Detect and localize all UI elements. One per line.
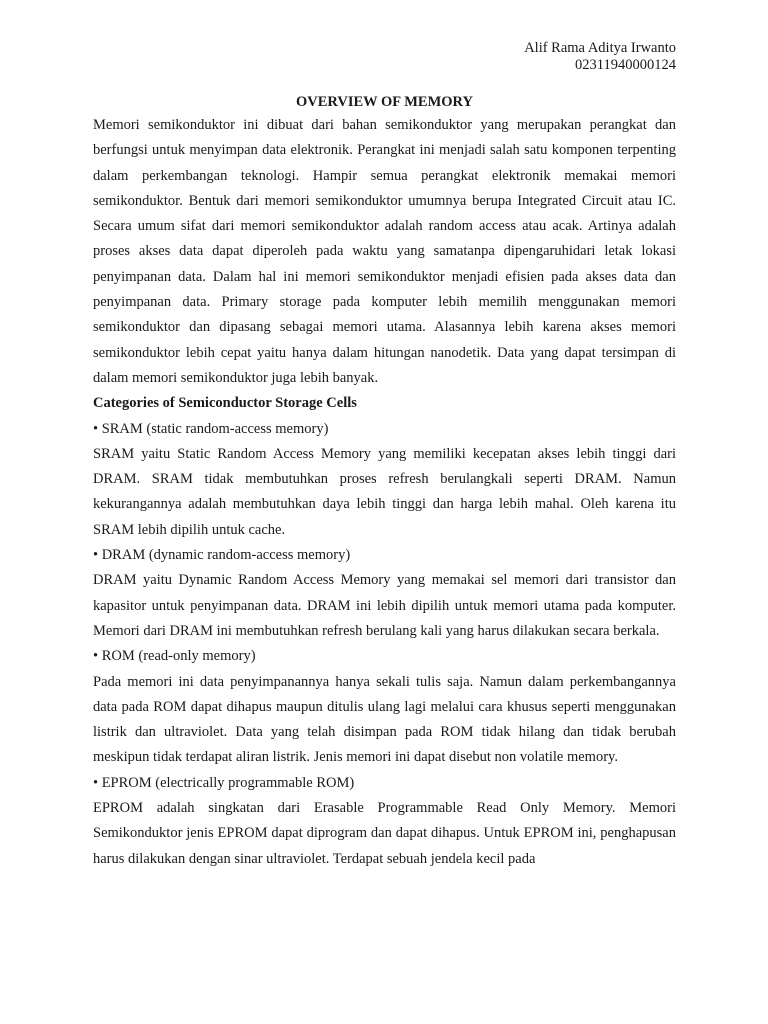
category-eprom (93, 771, 676, 872)
category-body-eprom: EPROM adalah singkatan dari Erasable Programmable Read Only Memory. Memori Semikonduktor jenis EPROM dapat diprogram dan dapat dihapus. Untuk EPROM ini, penghapusan harus dilakukan dengan sinar ultraviolet. Terdapat sebuah jendela kecil pada (93, 800, 676, 867)
category-dram (93, 543, 676, 644)
category-body-sram: SRAM yaitu Static Random Access Memory yang memiliki kecepatan akses lebih tinggi dari DRAM. SRAM tidak membutuhkan proses refresh berulangkali seperti DRAM. Namun kekurangannya adalah membutuhkan daya lebih tinggi dan harga lebih mahal. Oleh karena itu SRAM lebih dipilih untuk cache. (93, 445, 676, 538)
student-id: 02311940000124 (575, 57, 676, 73)
author-name: Alif Rama Aditya Irwanto (524, 40, 676, 56)
category-rom (93, 644, 676, 770)
category-sram (93, 417, 676, 543)
category-heading-eprom: • EPROM (electrically programmable ROM) (93, 774, 355, 791)
document-page (93, 40, 676, 872)
category-heading-sram: • SRAM (static random-access memory) (93, 420, 329, 437)
document-title: OVERVIEW OF MEMORY (295, 94, 473, 110)
section-heading: Categories of Semiconductor Storage Cells (93, 395, 357, 412)
author-block (93, 40, 676, 74)
category-heading-dram: • DRAM (dynamic random-access memory) (93, 547, 351, 564)
intro-paragraph: Memori semikonduktor ini dibuat dari bahan semikonduktor yang merupakan perangkat dan berfungsi untuk menyimpan data elektronik. Perangkat ini menjadi salah satu komponen terpenting dalam perkembangan teknologi. Hampir semua perangkat elektronik memakai memori semikonduktor. Bentuk dari memori semikonduktor umumnya berupa Integrated Circuit atau IC. Secara umum sifat dari memori semikonduktor adalah random access atau acak. Artinya adalah proses akses data dapat diperoleh pada waktu yang samatanpa dipengaruhidari letak lokasi penyimpanan data. Dalam hal ini memori semikonduktor menjadi efisien pada akses data dan penyimpanan data. Primary storage pada komputer lebih memilih menggunakan memori semikonduktor dan dipasang sebagai memori utama. Alasannya lebih karena akses memori semikonduktor lebih cepat yaitu hanya dalam hitungan nanodetik. Data yang dapat tersimpan di dalam memori semikonduktor juga lebih banyak. (93, 117, 676, 386)
category-body-rom: Pada memori ini data penyimpanannya hanya sekali tulis saja. Namun dalam perkembangannya data pada ROM dapat dihapus maupun ditulis ulang lagi melalui cara khusus seperti menggunakan listrik dan ultraviolet. Data yang telah disimpan pada ROM tidak hilang dan tidak berubah meskipun tidak terdapat aliran listrik. Jenis memori ini dapat disebut non volatile memory. (93, 673, 676, 766)
category-heading-rom: • ROM (read-only memory) (93, 648, 256, 665)
category-body-dram: DRAM yaitu Dynamic Random Access Memory yang memakai sel memori dari transistor dan kapasitor untuk penyimpanan data. DRAM ini lebih dipilih untuk memori utama pada komputer. Memori dari DRAM ini membutuhkan refresh berulang kali yang harus dilakukan secara berkala. (93, 572, 676, 639)
